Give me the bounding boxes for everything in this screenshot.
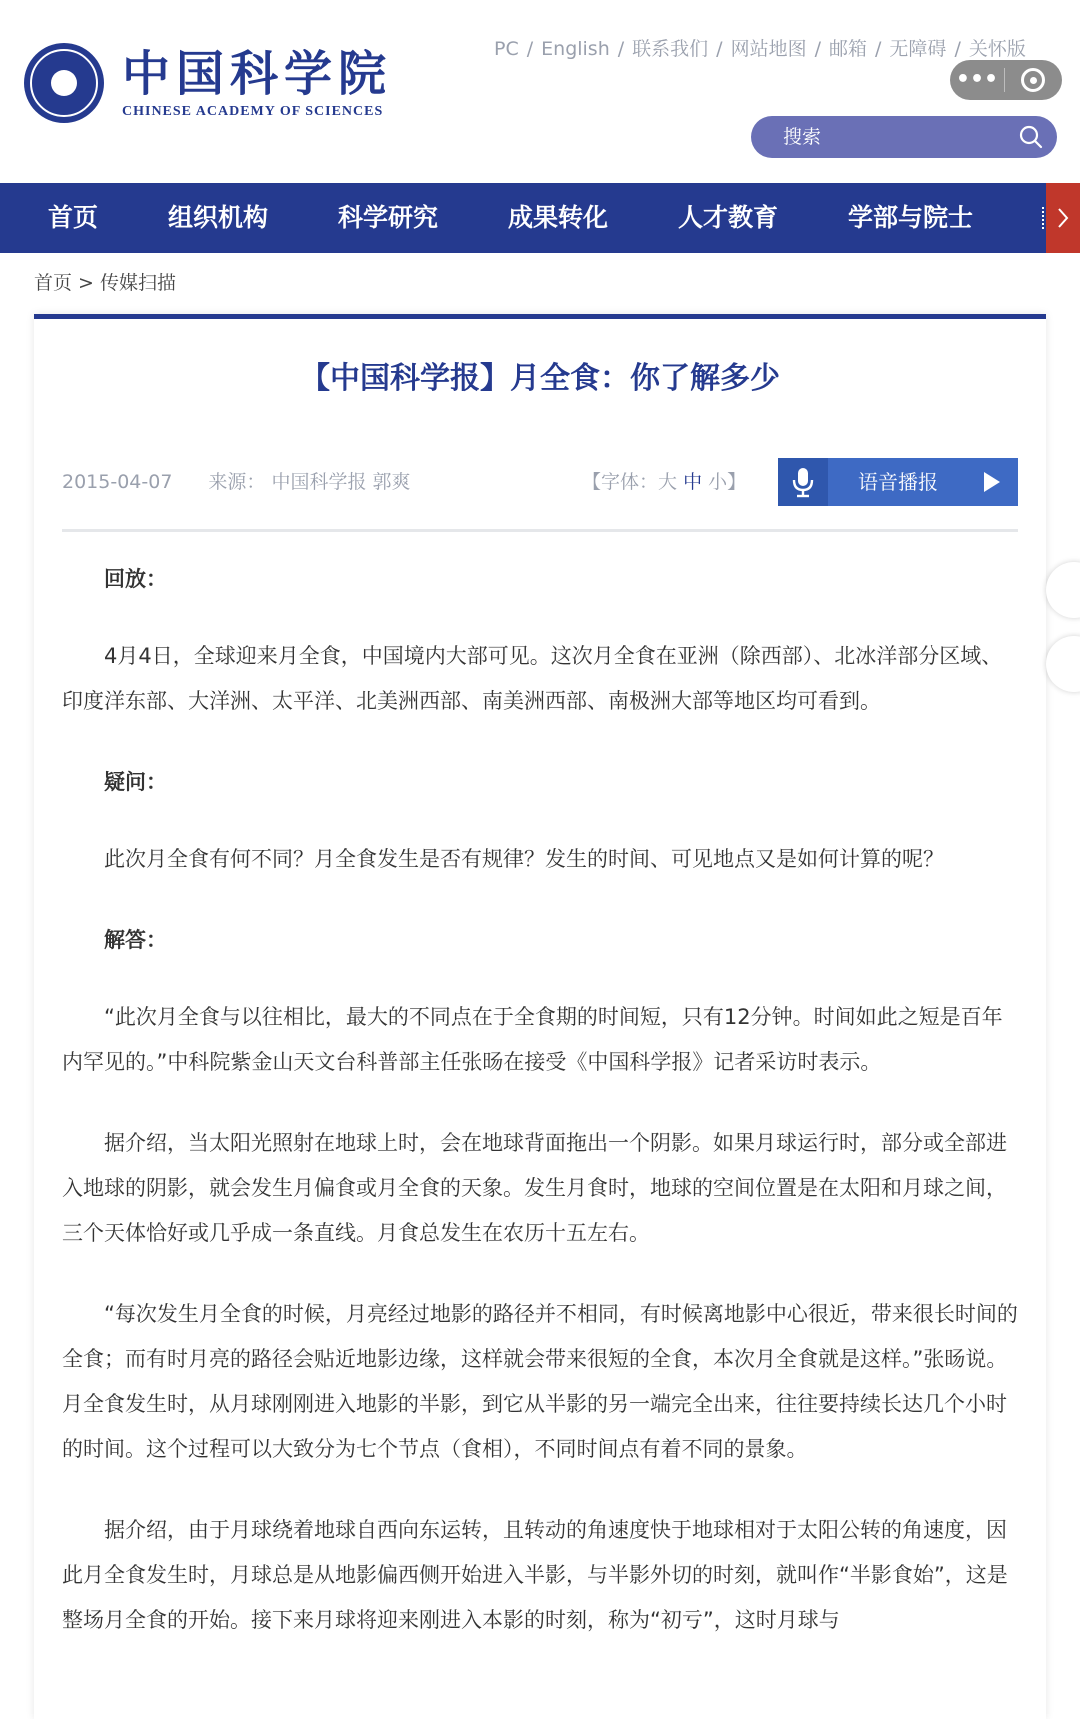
breadcrumb[interactable]: 首页 > 传媒扫描 [34,272,176,294]
font-size-small[interactable]: 小 [708,471,728,493]
link-sitemap[interactable]: 网站地图 [730,38,807,60]
floating-share-icon[interactable] [1046,636,1080,692]
article-source: 来源： 中国科学报 郭爽 [208,471,411,493]
site-header [0,0,1080,183]
close-target-icon[interactable] [1005,68,1061,92]
voice-broadcast-label: 语音播报 [858,470,938,494]
article-paragraph: “此次月全食与以往相比，最大的不同点在于全食期的时间短，只有12分钟。时间如此之短是百年内罕见的。”中科院紫金山天文台科普部主任张旸在接受《中国科学报》记者采访时表示。 [62,1005,1003,1074]
meta-divider [62,529,1018,532]
nav-scroll-right-button[interactable] [1046,183,1080,253]
font-size-large[interactable]: 大 [658,471,678,493]
play-icon [984,472,1000,492]
link-english[interactable]: English [541,38,610,60]
cas-logo[interactable] [24,40,392,126]
top-links: PC / English / 联系我们 / 网站地图 / 邮箱 / 无障碍 / 关怀版 [494,38,1026,60]
article-paragraph: 此次月全食有何不同？月全食发生是否有规律？发生的时间、可见地点又是如何计算的呢？ [104,847,944,871]
nav-organization[interactable]: 组织机构 [168,203,269,232]
nav-education[interactable]: 人才教育 [678,203,779,232]
link-care-mode[interactable]: 关怀版 [968,38,1026,60]
article-paragraph: “每次发生月全食的时候，月亮经过地影的路径并不相同，有时候离地影中心很近，带来很长时间的全食；而有时月亮的路径会贴近地影边缘，这样就会带来很短的全食，本次月全食就是这样。”张旸说。月全食发生时，从月球刚刚进入地影的半影，到它从半影的另一端完全出来，往往要持续长达几个小时的时间。这个过程可以大致分为七个节点（食相），不同时间点有着不同的景象。 [62,1302,1018,1461]
article-paragraph: 据介绍，当太阳光照射在地球上时，会在地球背面拖出一个阴影。如果月球运行时，部分或全部进入地球的阴影，就会发生月偏食或月全食的天象。发生月食时，地球的空间位置是在太阳和月球之间，三个天体恰好或几乎成一条直线。月食总发生在农历十五左右。 [62,1131,1007,1245]
search-bar [751,116,1057,158]
article-card [34,314,1046,1719]
article-title: 【中国科学报】月全食：你了解多少 [300,361,780,396]
cas-emblem-icon [24,43,104,123]
more-menu-icon[interactable]: ••• [955,67,999,92]
search-icon[interactable] [1019,125,1043,149]
link-pc[interactable]: PC [494,38,519,60]
font-size-selector [582,467,746,494]
font-size-prefix: 【字体： [582,471,659,493]
search-input[interactable] [781,125,1005,149]
nav-home[interactable]: 首页 [48,203,99,232]
nav-achievements[interactable]: 成果转化 [508,203,609,232]
article-paragraph: 据介绍，由于月球绕着地球自西向东运转，且转动的角速度快于地球相对于太阳公转的角速度，因此月全食发生时，月球总是从地影偏西侧开始进入半影，与半影外切的时刻，就叫作“半影食始”，这是整场月全食的开始。接下来月球将迎来刚进入本影的时刻，称为“初亏”，这时月球与 [62,1518,1008,1632]
main-nav [0,183,1080,253]
nav-academicians[interactable]: 学部与院士 [848,203,974,232]
article-date: 2015-04-07 [62,471,173,493]
link-contact[interactable]: 联系我们 [632,38,709,60]
voice-broadcast-button[interactable] [778,458,1018,506]
logo-english-name: CHINESE ACADEMY OF SCIENCES [122,104,384,119]
section-heading-replay: 回放： [104,567,167,591]
link-mail[interactable]: 邮箱 [829,38,868,60]
font-size-suffix: 】 [727,471,747,493]
article-meta [62,467,411,494]
link-accessibility[interactable]: 无障碍 [889,38,947,60]
nav-research[interactable]: 科学研究 [338,203,439,232]
article-paragraph: 4月4日，全球迎来月全食，中国境内大部可见。这次月全食在亚洲（除西部）、北冰洋部分区域、印度洋东部、大洋洲、太平洋、北美洲西部、南美洲西部、南极洲大部等地区均可看到。 [62,644,1003,713]
floating-assistant-icon[interactable] [1046,562,1080,618]
microphone-icon [778,458,828,506]
logo-chinese-name: 中国科学院 [122,46,393,102]
miniapp-capsule [950,60,1062,100]
article-body [62,557,1018,1679]
font-size-medium[interactable]: 中 [683,471,703,493]
chevron-right-icon [1056,206,1070,230]
section-heading-question: 疑问： [104,770,167,794]
section-heading-answer: 解答： [104,928,167,952]
